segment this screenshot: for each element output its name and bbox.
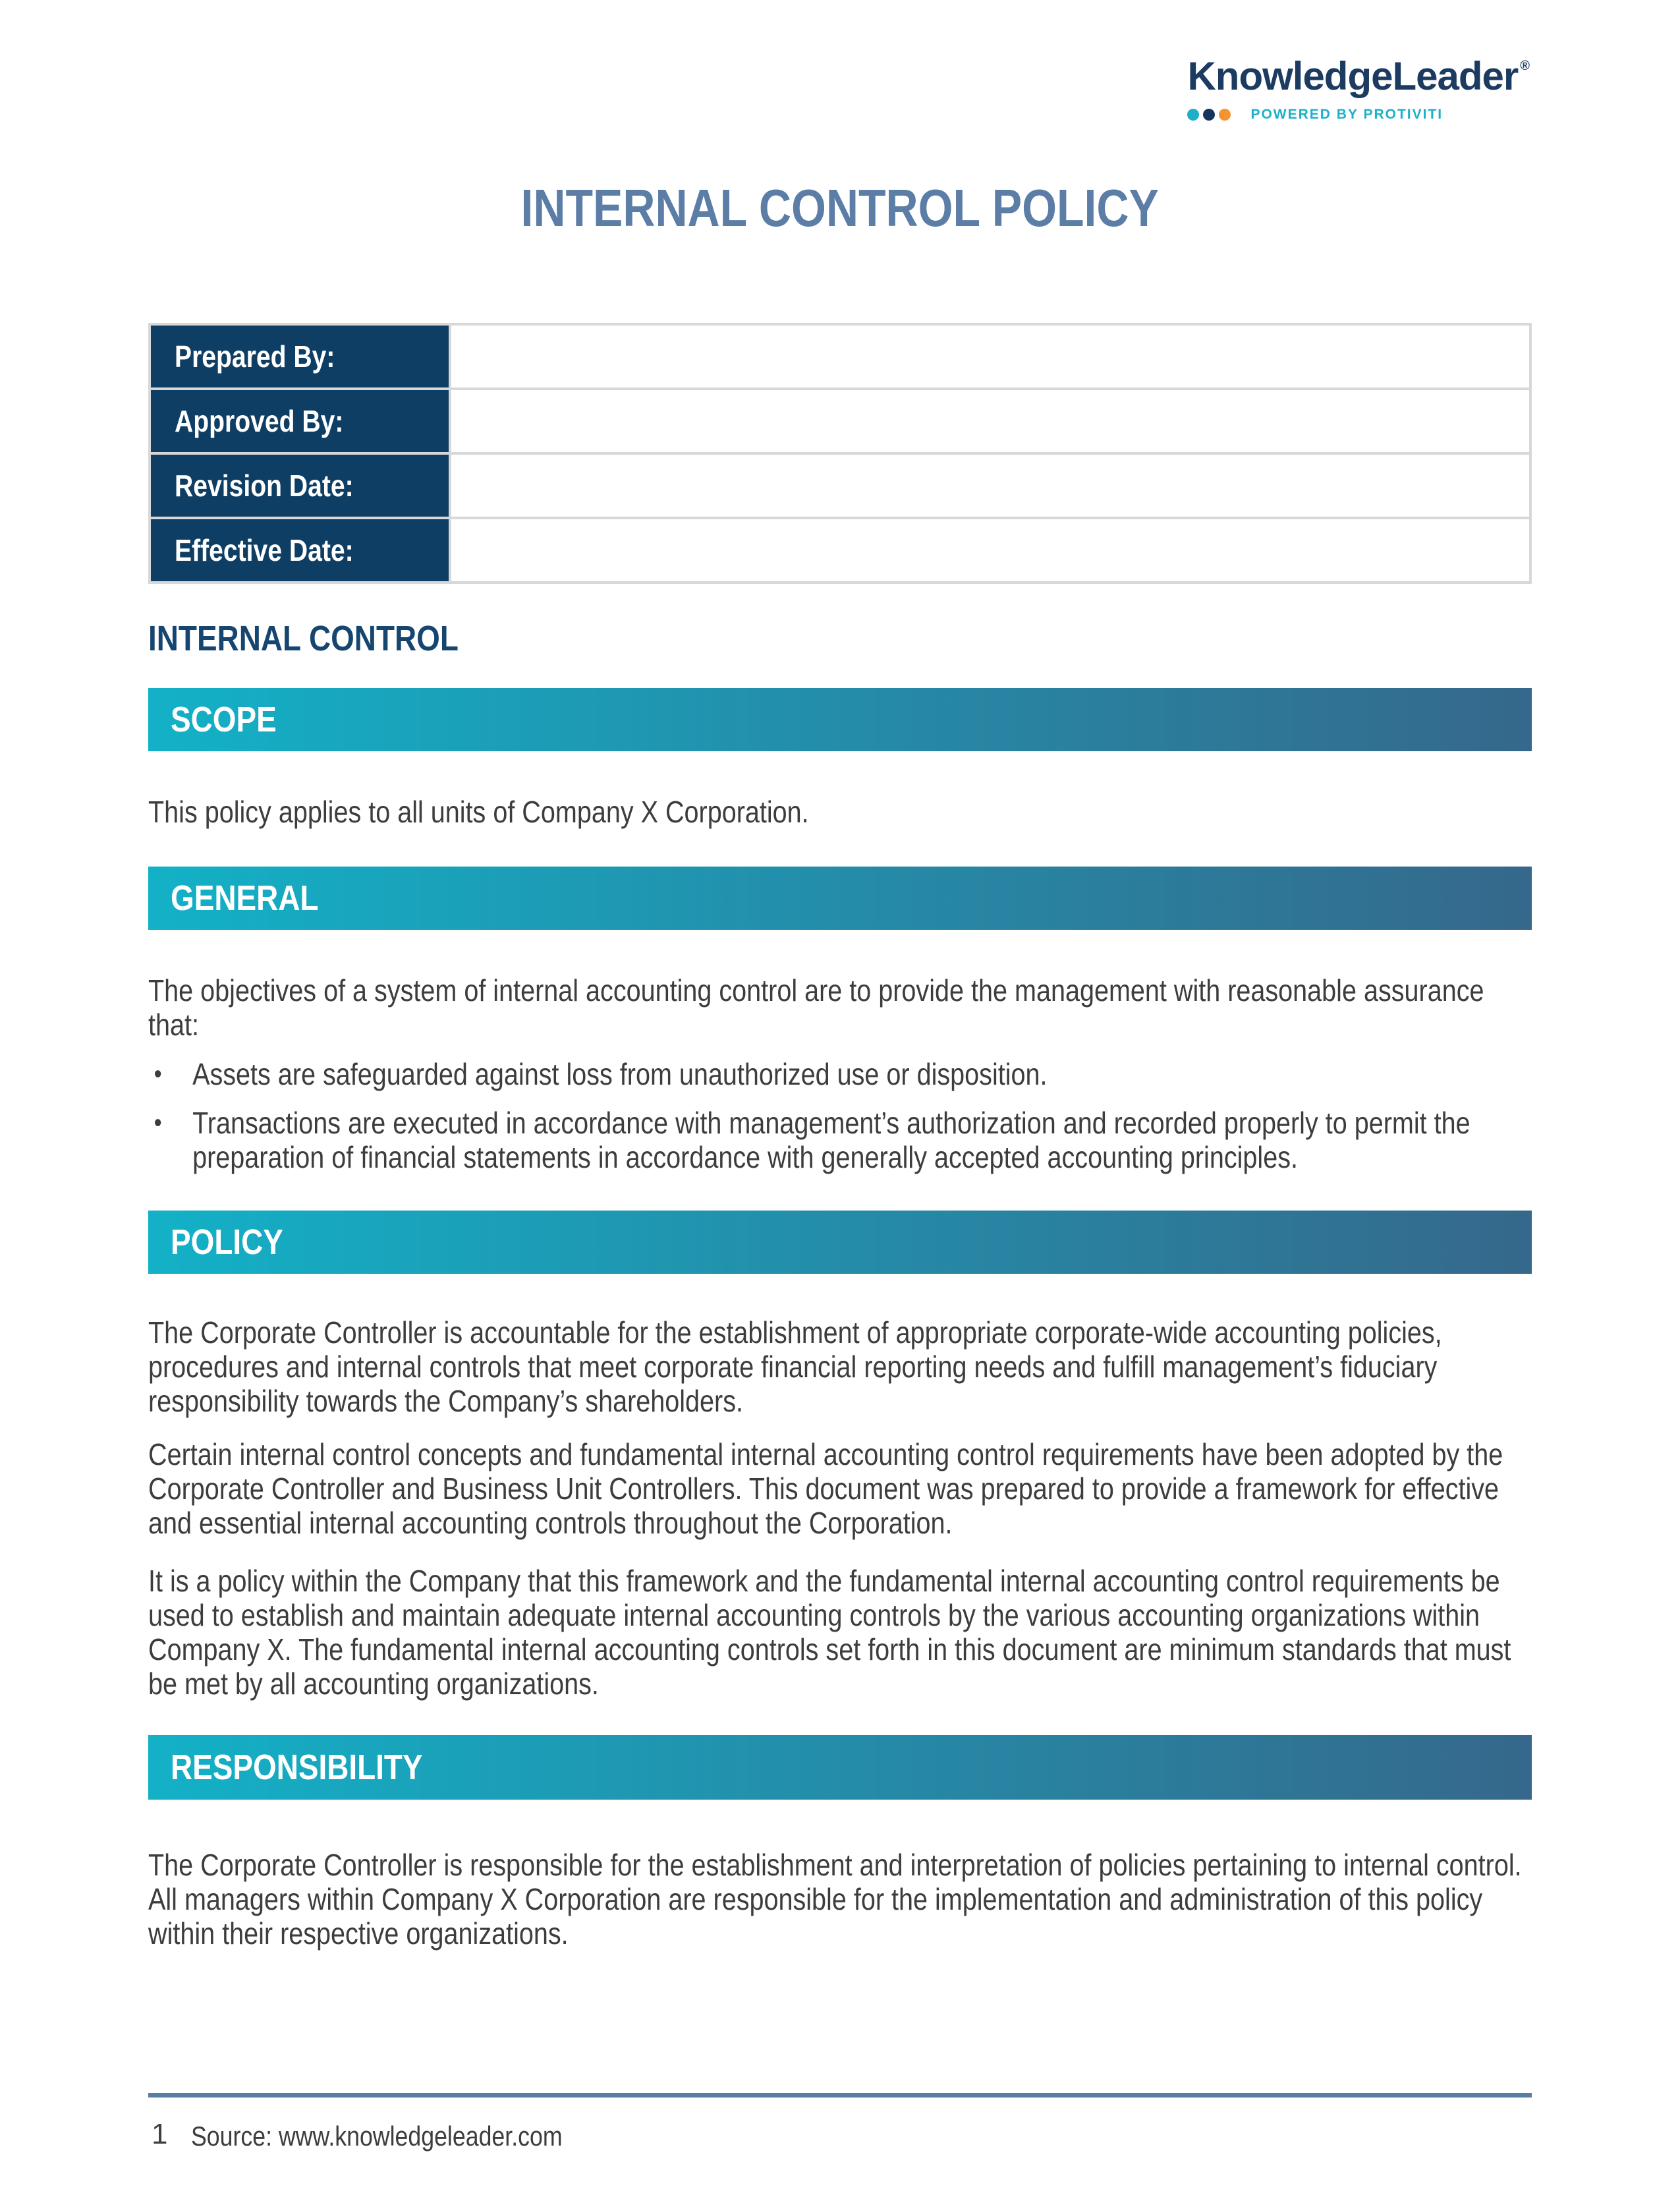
page-number: 1 — [152, 2118, 168, 2150]
general-paragraph: The objectives of a system of internal accounting control are to provide the management with reasonable assurance that: — [148, 973, 1484, 1042]
page-title — [148, 177, 1532, 240]
footer-divider — [148, 2093, 1532, 2097]
info-row-prepared-by-value — [451, 326, 1529, 387]
section-header-responsibility — [148, 1735, 1532, 1800]
general-bullet-1 — [148, 1057, 1532, 1091]
logo-tagline-row — [1187, 107, 1530, 123]
bullet-icon: • — [154, 1060, 162, 1089]
section-header-scope — [148, 688, 1532, 751]
footer-source-text: Source: www.knowledgeleader.com — [191, 2121, 563, 2152]
section-header-scope-text: SCOPE — [171, 700, 277, 739]
document-info-table — [148, 323, 1532, 584]
responsibility-paragraph: The Corporate Controller is responsible for the establishment and interpretation of policies pertaining to internal control. All managers within Company X Corporation are responsible for the implementation and administration of this policy within their respective organizations. — [148, 1848, 1522, 1951]
general-bullet-2 — [148, 1106, 1532, 1174]
info-row-prepared-by-label — [151, 326, 449, 387]
knowledgeleader-logo — [1187, 54, 1530, 123]
logo-brand-text: KnowledgeLeader — [1187, 54, 1519, 98]
page-title-text: INTERNAL CONTROL POLICY — [520, 179, 1160, 237]
scope-paragraph: This policy applies to all units of Company X Corporation. — [148, 795, 809, 829]
info-row-approved-by-value — [451, 390, 1529, 452]
info-row-effective-date-value — [451, 519, 1529, 581]
logo-dot-cyan-icon — [1187, 109, 1199, 121]
footer — [152, 2118, 629, 2152]
section-header-general — [148, 867, 1532, 930]
internal-control-heading — [148, 618, 513, 659]
registered-trademark-icon: ® — [1520, 59, 1530, 73]
policy-paragraph-3: It is a policy within the Company that this framework and the fundamental internal accounting control requirements be used to establish and maintain adequate internal accounting controls by the various accounting organizations within Company X. The fundamental internal accounting controls set forth in this document are minimum standards that must be met by all accounting organizations. — [148, 1564, 1511, 1701]
bullet-icon: • — [154, 1108, 162, 1137]
internal-control-heading-text: INTERNAL CONTROL — [148, 619, 459, 658]
logo-tagline: POWERED BY PROTIVITI — [1250, 107, 1443, 122]
info-label-text: Revision Date: — [175, 469, 354, 503]
info-row-approved-by-label — [151, 390, 449, 452]
logo-dot-orange-icon — [1219, 109, 1231, 121]
info-row-revision-date-label — [151, 455, 449, 517]
logo-dot-navy-icon — [1203, 109, 1215, 121]
logo-wordmark — [1187, 54, 1530, 98]
info-label-text: Prepared By: — [175, 339, 335, 374]
section-header-responsibility-text: RESPONSIBILITY — [171, 1748, 423, 1787]
info-row-effective-date-label — [151, 519, 449, 581]
section-header-policy — [148, 1211, 1532, 1274]
policy-paragraph-2: Certain internal control concepts and fundamental internal accounting control requirements have been adopted by the Corporate Controller and Business Unit Controllers. This document was prepared to provide a framework for effective and essential internal accounting controls throughout the Corporation. — [148, 1437, 1503, 1540]
policy-paragraph-1: The Corporate Controller is accountable for the establishment of appropriate corporate-wide accounting policies, procedures and internal controls that meet corporate financial reporting needs and fulfill management’s fiduciary responsibility towards the Company’s shareholders. — [148, 1315, 1442, 1418]
general-bullet-1-text: Assets are safeguarded against loss from unauthorized use or disposition. — [192, 1057, 1048, 1091]
section-header-policy-text: POLICY — [171, 1222, 283, 1262]
info-label-text: Effective Date: — [175, 533, 354, 567]
section-header-general-text: GENERAL — [171, 878, 319, 918]
info-row-revision-date-value — [451, 455, 1529, 517]
general-bullet-2-text: Transactions are executed in accordance with management’s authorization and recorded properly to permit the preparation of financial statements in accordance with generally accepted accounting principles. — [192, 1106, 1470, 1174]
info-label-text: Approved By: — [175, 404, 344, 438]
